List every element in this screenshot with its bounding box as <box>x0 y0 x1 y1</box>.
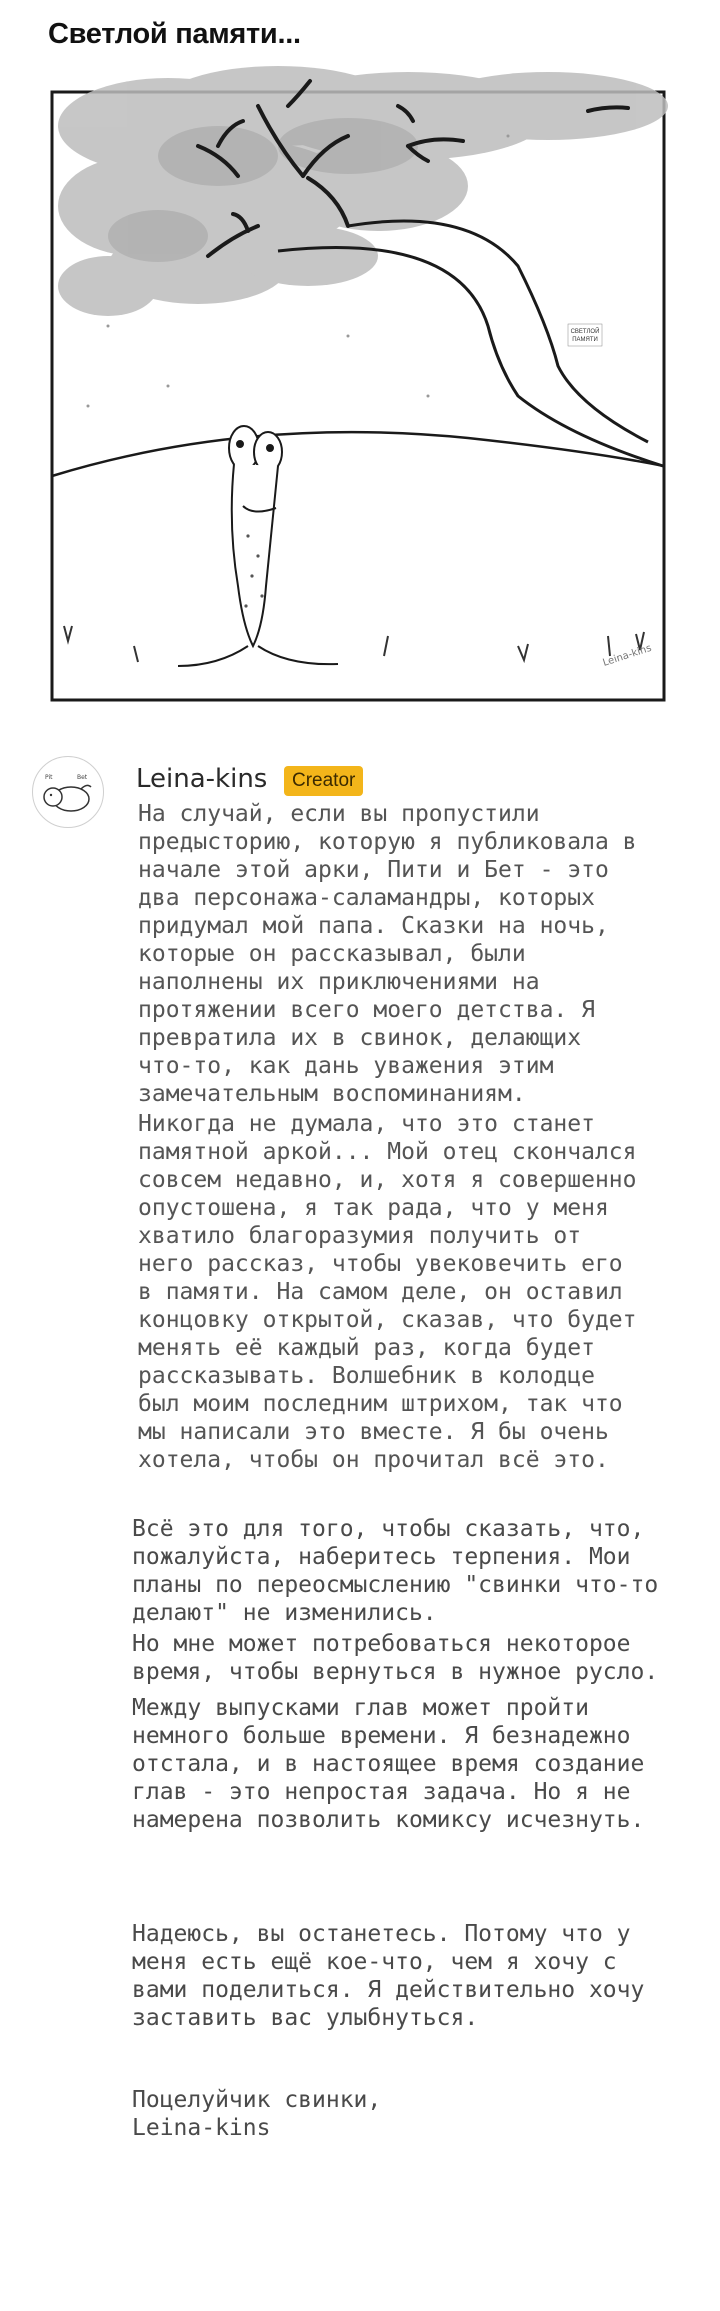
svg-text:ПАМЯТИ: ПАМЯТИ <box>572 337 598 343</box>
note-paragraph-4: Но мне может потребоваться некоторое время, чтобы вернуться в нужное русло. <box>132 1631 659 1685</box>
note-paragraph-6: Надеюсь, вы останетесь. Потому что у меня есть ещё кое-что, чем я хочу с вами поделиться. Я действительно хочу заставить вас улыбнуться. <box>132 1921 645 2031</box>
note-sign-off: Поцелуйчик свинки, Leina-kins <box>132 2087 382 2141</box>
note-paragraph-1: На случай, если вы пропустили предысторию, которую я публиковала в начале этой арки, Пити и Бет - это два персонажа-саламандры, которых придумал мой папа. Сказки на ночь, которые он рассказывал, были наполнены их приключениями на протяжении всего моего детства. Я превратила их в свинок, делающих что-то, как дань уважения этим замечательным воспоминаниям. <box>138 801 637 1107</box>
memorial-sign-text: СВЕТЛОЙ <box>570 329 600 335</box>
svg-text:Pit: Pit <box>45 774 53 781</box>
note-paragraph-2: Никогда не думала, что это станет памятной аркой... Мой отец скончался совсем недавно, и, хотя я совершенно опустошена, я так рада, что у меня хватило благоразумия получить от него рассказ, чтобы увековечить его в памяти. На самом деле, он оставил концовку открытой, сказав, что будет менять её каждый раз, когда будет рассказывать. Волшебник в колодце был моим последним штрихом, так что мы написали это вместе. Я бы очень хотела, чтобы он прочитал всё это. <box>138 1111 637 1473</box>
page-title: Светлой памяти... <box>48 18 301 50</box>
comic-panel <box>48 66 670 706</box>
pig-avatar-icon[interactable] <box>32 756 104 828</box>
author-name-link[interactable]: Leina-kins <box>136 764 268 794</box>
creator-badge: Creator <box>284 766 363 796</box>
note-paragraph-5: Между выпусками глав может пройти немного больше времени. Я безнадежно отстала, и в настоящее время создание глав - это непростая задача. Но я не намерена позволить комиксу исчезнуть. <box>132 1695 645 1833</box>
note-paragraph-3: Всё это для того, чтобы сказать, что, пожалуйста, наберитесь терпения. Мои планы по переосмыслению "свинки что-то делают" не изменились. <box>132 1516 659 1626</box>
artist-signature: Leina-kins <box>601 642 653 669</box>
svg-text:Bet: Bet <box>77 774 88 781</box>
comic-illustration <box>48 66 670 706</box>
